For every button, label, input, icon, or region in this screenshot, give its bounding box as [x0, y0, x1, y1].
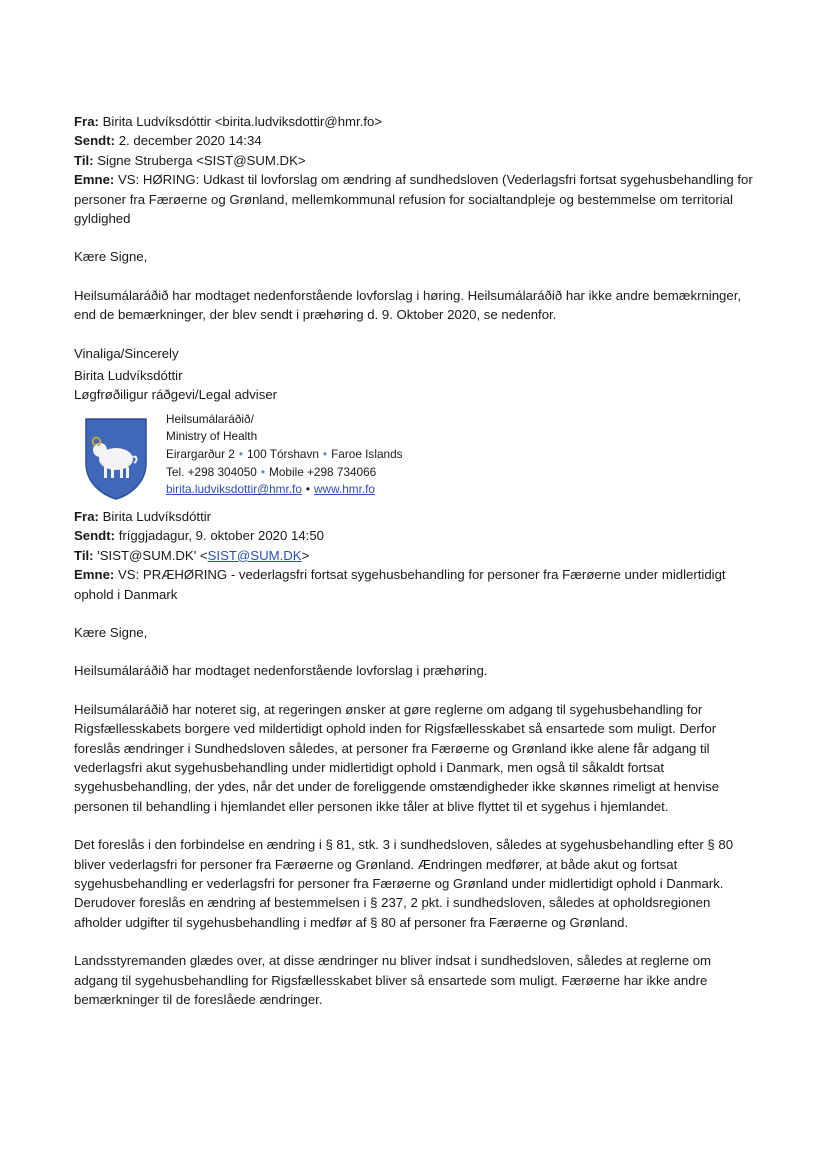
email2-from: Fra: Birita Ludvíksdóttir: [74, 508, 212, 524]
email2-paragraph-3: Det foreslås i den forbindelse en ændring i § 81, stk. 3 i sundhedsloven, således at sygehusbehandling efter § 80 bliver vederlagsfri for personer fra Færøerne og Grønland. Ændringen medfører, at både akut og fortsat sygehusbehandling er vederlagsfri for personer fra Færøerne og Grønland under midlertidigt ophold i Danmark. Derudover foreslås en ændring af bestemmelsen i § 237, 2 pkt. i sundhedsloven, således at opholdsregionen afholder udgifter til sygehusbehandling i medfør af § 80 af personer fra Færøerne og Grønland.: [74, 837, 734, 930]
email1-header: [74, 112, 754, 228]
email2-subject: Emne: VS: PRÆHØRING - vederlagsfri fortsat sygehusbehandling for personer fra Færøerne under midlertidigt ophold i Danmark: [74, 567, 726, 602]
email2-header: [74, 507, 754, 604]
email1-from: Fra: Birita Ludvíksdóttir <birita.ludviksdottir@hmr.fo>: [74, 114, 383, 129]
email1-greeting: Kære Signe,: [74, 249, 148, 265]
email1-subject: Emne: VS: HØRING: Udkast til lovforslag om ændring af sundhedsloven (Vederlagsfri fortsat sygehusbehandling for personer fra Færøerne og Grønland, mellemkommunal refusion for socialtandpleje og bestemmelse om territorial gyldighed: [74, 172, 753, 227]
email2-paragraph-1: Heilsumálaráðið har modtaget nedenforstående lovforslag i præhøring.: [74, 663, 488, 679]
sig-email-link[interactable]: birita.ludviksdottir@hmr.fo: [166, 482, 302, 497]
sig-org-en: Ministry of Health: [166, 429, 258, 444]
ram-coat-of-arms-icon: [84, 417, 148, 501]
email2-to: Til: 'SIST@SUM.DK' <SIST@SUM.DK>: [74, 547, 310, 563]
email2-paragraph-2: Heilsumálaráðið har noteret sig, at regeringen ønsker at gøre reglerne om adgang til sygehusbehandling for Rigsfællesskabets borgere ved mildertidigt ophold inden for Rigsfællesskabet så ensartede som muligt. Derfor foreslås ændringer i Sundhedsloven således, at personer fra Færøerne og Grønland ikke alene får adgang til vederlagsfri akut sygehusbehandling under midlertidigt ophold i Danmark, men også til såkaldt fortsat sygehusbehandling, der ydes, når det under de foreliggende omstændigheder ikke skønnes rimeligt at henvise personen til behandling i hjemlandet eller personen ikke tåler at blive flyttet til et sygehus i hjemlandet.: [74, 701, 720, 814]
signature-text: [166, 411, 403, 499]
sender-title: Løgfrøðiligur ráðgevi/Legal adviser: [74, 387, 278, 403]
email2-sent: Sendt: fríggjadagur, 9. oktober 2020 14:50: [74, 528, 324, 544]
email1-body: Heilsumálaráðið har modtaget nedenforstående lovforslag i høring. Heilsumálaráðið har ikke andre bemækrninger, end de bemærkninger, der blev sendt i præhøring d. 9. Oktober 2020, se nedenfor.: [74, 287, 742, 323]
sig-web-link[interactable]: www.hmr.fo: [314, 482, 375, 497]
email1-closing: Vinaliga/Sincerely: [74, 345, 179, 361]
email-document: [74, 112, 754, 1009]
sig-org-fo: Heilsumálaráðið/: [166, 411, 254, 426]
sig-phone: Tel. +298 304050 • Mobile +298 734066: [166, 464, 377, 479]
email2-paragraph-4: Landsstyremanden glædes over, at disse ændringer nu bliver indsat i sundhedsloven, således at reglerne om adgang til sygehusbehandling for Rigsfællesskabet bliver så ensartede som muligt. Færøerne har ikke andre bemærkninger til de foreslåede ændringer.: [74, 953, 712, 1007]
sender-name: Birita Ludvíksdóttir: [74, 368, 183, 384]
email1-to: Til: Signe Struberga <SIST@SUM.DK>: [74, 152, 306, 168]
sig-links: birita.ludviksdottir@hmr.fo • www.hmr.fo: [166, 482, 375, 497]
sig-address: Eirargarður 2 • 100 Tórshavn • Faroe Islands: [166, 447, 403, 462]
email2-greeting: Kære Signe,: [74, 624, 148, 640]
email2-to-link[interactable]: SIST@SUM.DK: [207, 547, 302, 563]
signature-block: [74, 411, 754, 507]
email1-sent: Sendt: 2. december 2020 14:34: [74, 133, 262, 149]
